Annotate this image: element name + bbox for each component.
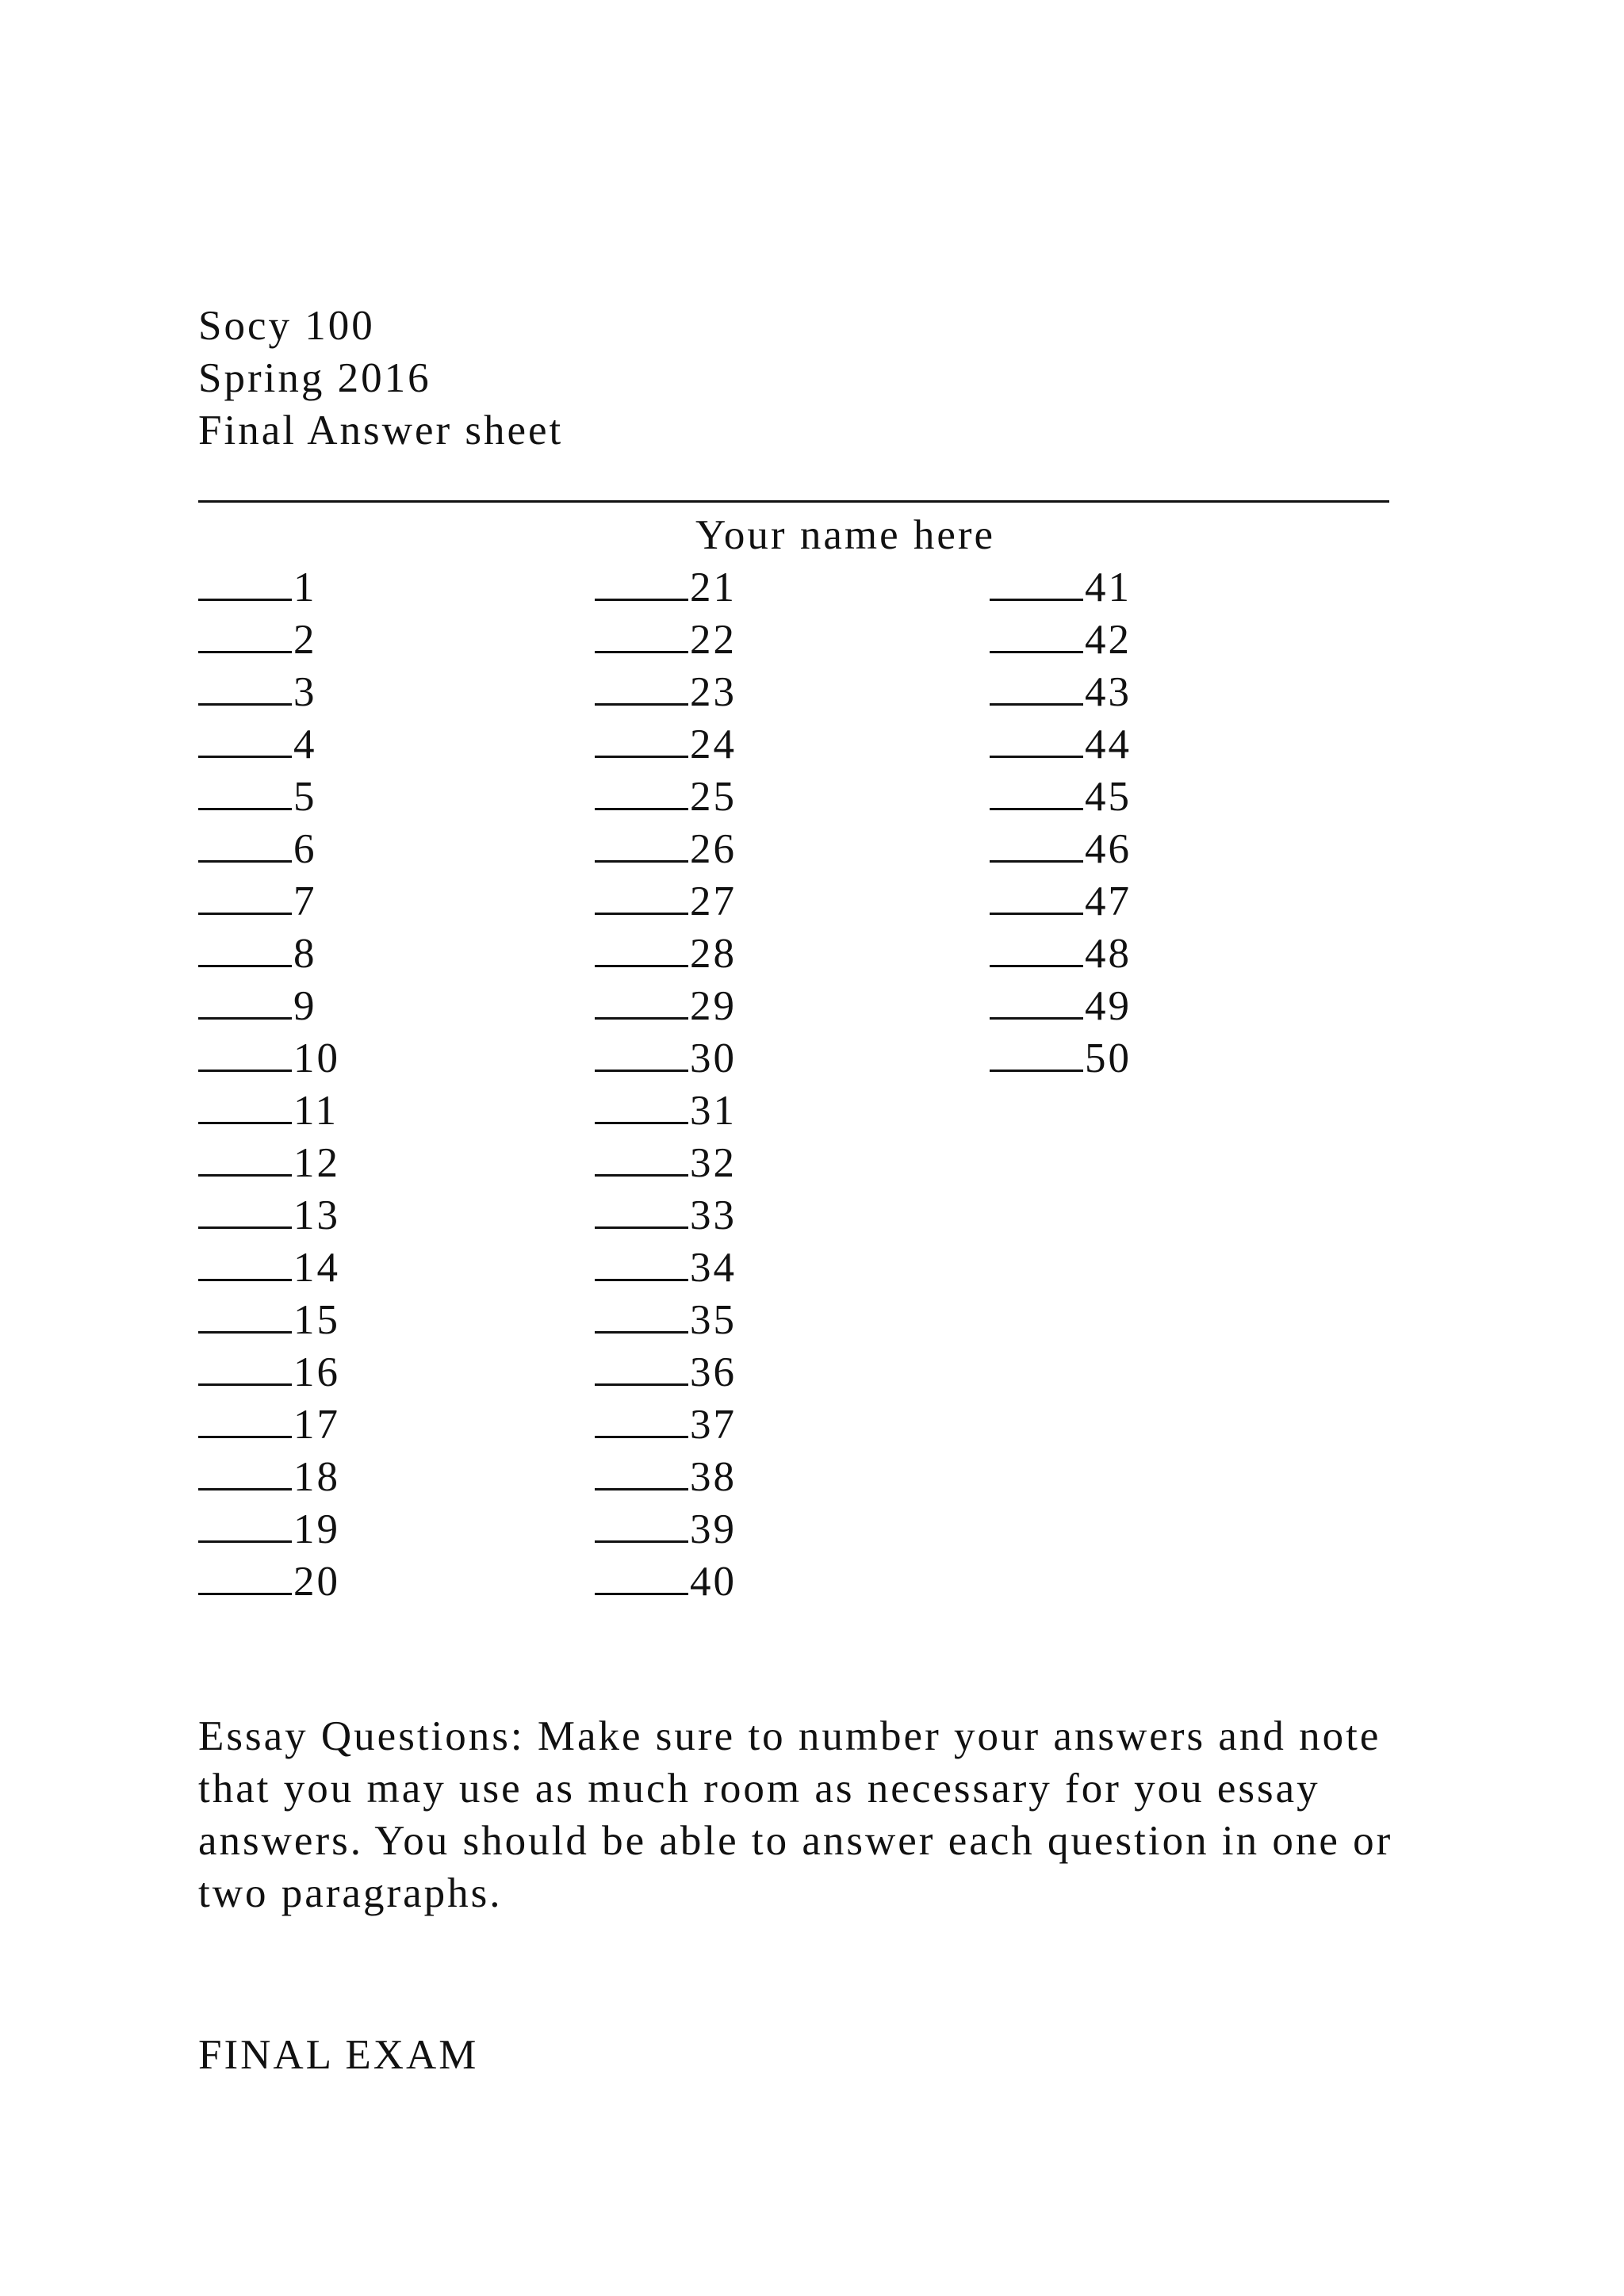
answer-row xyxy=(595,1085,928,1137)
question-number: 8 xyxy=(293,931,317,977)
answer-blank xyxy=(198,667,292,706)
sheet-title: Final Answer sheet xyxy=(198,408,564,453)
question-number: 28 xyxy=(690,931,737,977)
question-number: 7 xyxy=(293,878,317,924)
answer-row xyxy=(198,928,531,980)
answer-row xyxy=(595,823,928,875)
answer-blank xyxy=(198,981,292,1020)
question-number: 49 xyxy=(1085,983,1132,1029)
answer-blank xyxy=(198,1295,292,1334)
answer-blank xyxy=(595,824,688,863)
answer-blank xyxy=(198,1190,292,1229)
term: Spring 2016 xyxy=(198,355,431,401)
answer-row xyxy=(595,718,928,771)
answer-blank xyxy=(595,876,688,915)
answer-row xyxy=(990,980,1323,1032)
answer-blank xyxy=(595,981,688,1020)
question-number: 17 xyxy=(293,1402,340,1448)
question-number: 42 xyxy=(1085,617,1132,663)
answer-row xyxy=(595,1189,928,1242)
question-number: 24 xyxy=(690,721,737,767)
question-number: 45 xyxy=(1085,774,1132,820)
answer-blank xyxy=(595,928,688,967)
answer-blank xyxy=(990,614,1083,653)
question-number: 5 xyxy=(293,774,317,820)
answer-row xyxy=(595,1242,928,1294)
answer-blank xyxy=(595,719,688,758)
answer-blank xyxy=(595,1452,688,1490)
question-number: 25 xyxy=(690,774,737,820)
question-number: 41 xyxy=(1085,564,1132,610)
final-exam-heading: FINAL EXAM xyxy=(198,2032,479,2078)
question-number: 18 xyxy=(293,1454,340,1500)
answer-row xyxy=(198,1137,531,1189)
answer-blank xyxy=(990,1033,1083,1072)
question-number: 33 xyxy=(690,1192,737,1238)
answer-blank xyxy=(990,928,1083,967)
answer-row xyxy=(198,980,531,1032)
answer-row xyxy=(198,1556,531,1608)
answer-row xyxy=(595,1451,928,1503)
answer-blank xyxy=(595,614,688,653)
question-number: 44 xyxy=(1085,721,1132,767)
answer-blank xyxy=(990,667,1083,706)
answer-blank xyxy=(198,876,292,915)
answer-row xyxy=(595,928,928,980)
answer-blank xyxy=(595,1085,688,1124)
answer-row xyxy=(198,1242,531,1294)
answer-row xyxy=(595,561,928,614)
answer-row xyxy=(595,1556,928,1608)
answer-row xyxy=(198,1294,531,1346)
answer-blank xyxy=(595,667,688,706)
question-number: 48 xyxy=(1085,931,1132,977)
answer-column-2 xyxy=(595,561,928,1608)
question-number: 22 xyxy=(690,617,737,663)
question-number: 3 xyxy=(293,669,317,715)
question-number: 30 xyxy=(690,1035,737,1081)
answer-blank xyxy=(198,1347,292,1386)
answer-row xyxy=(198,614,531,666)
question-number: 14 xyxy=(293,1245,340,1291)
question-number: 36 xyxy=(690,1349,737,1395)
answer-column-3 xyxy=(990,561,1323,1085)
name-blank-line xyxy=(198,500,1389,503)
answer-row xyxy=(198,771,531,823)
answer-blank xyxy=(198,1085,292,1124)
answer-blank xyxy=(595,1242,688,1281)
question-number: 21 xyxy=(690,564,737,610)
answer-row xyxy=(198,666,531,718)
question-number: 50 xyxy=(1085,1035,1132,1081)
answer-row xyxy=(595,771,928,823)
answer-blank xyxy=(595,1347,688,1386)
answer-blank xyxy=(595,1033,688,1072)
answer-row xyxy=(198,1451,531,1503)
answer-row xyxy=(595,666,928,718)
answer-blank xyxy=(595,1295,688,1334)
question-number: 29 xyxy=(690,983,737,1029)
question-number: 15 xyxy=(293,1297,340,1343)
answer-blank xyxy=(595,1399,688,1438)
answer-blank xyxy=(595,1504,688,1543)
question-number: 31 xyxy=(690,1088,737,1134)
answer-blank xyxy=(198,824,292,863)
question-number: 27 xyxy=(690,878,737,924)
question-number: 46 xyxy=(1085,826,1132,872)
question-number: 35 xyxy=(690,1297,737,1343)
answer-blank xyxy=(198,1504,292,1543)
answer-row xyxy=(595,614,928,666)
answer-blank xyxy=(198,562,292,601)
essay-instructions: Essay Questions: Make sure to number your answers and note that you may use as much room as necessary for you essay answers. You should be able to answer each question in one or two paragraphs. xyxy=(198,1713,1393,1916)
answer-blank xyxy=(990,981,1083,1020)
answer-row xyxy=(990,614,1323,666)
answer-blank xyxy=(198,1399,292,1438)
answer-row xyxy=(198,823,531,875)
question-number: 6 xyxy=(293,826,317,872)
question-number: 2 xyxy=(293,617,317,663)
answer-blank xyxy=(198,614,292,653)
answer-row xyxy=(198,1399,531,1451)
question-number: 10 xyxy=(293,1035,340,1081)
question-number: 37 xyxy=(690,1402,737,1448)
answer-row xyxy=(595,1294,928,1346)
answer-blank xyxy=(595,771,688,810)
answer-blank xyxy=(990,771,1083,810)
answer-row xyxy=(990,666,1323,718)
question-number: 26 xyxy=(690,826,737,872)
answer-row xyxy=(990,561,1323,614)
answer-row xyxy=(990,771,1323,823)
answer-row xyxy=(198,718,531,771)
question-number: 11 xyxy=(293,1088,339,1134)
answer-column-1 xyxy=(198,561,531,1608)
name-label: Your name here xyxy=(695,512,996,558)
answer-blank xyxy=(198,771,292,810)
question-number: 4 xyxy=(293,721,317,767)
answer-blank xyxy=(198,719,292,758)
answer-blank xyxy=(990,876,1083,915)
answer-row xyxy=(990,1032,1323,1085)
question-number: 38 xyxy=(690,1454,737,1500)
answer-blank xyxy=(990,824,1083,863)
answer-row xyxy=(595,980,928,1032)
answer-row xyxy=(198,561,531,614)
answer-row xyxy=(595,1503,928,1556)
question-number: 39 xyxy=(690,1506,737,1552)
question-number: 20 xyxy=(293,1559,340,1605)
question-number: 19 xyxy=(293,1506,340,1552)
answer-row xyxy=(595,1032,928,1085)
answer-row xyxy=(595,1137,928,1189)
answer-row xyxy=(198,1189,531,1242)
answer-blank xyxy=(198,1138,292,1177)
answer-row xyxy=(990,875,1323,928)
answer-blank xyxy=(198,928,292,967)
answer-blank xyxy=(595,562,688,601)
course-name: Socy 100 xyxy=(198,303,375,349)
answer-blank xyxy=(990,562,1083,601)
question-number: 34 xyxy=(690,1245,737,1291)
question-number: 16 xyxy=(293,1349,340,1395)
answer-row xyxy=(198,875,531,928)
answer-row xyxy=(198,1346,531,1399)
answer-row xyxy=(990,823,1323,875)
answer-row xyxy=(595,1346,928,1399)
question-number: 23 xyxy=(690,669,737,715)
question-number: 47 xyxy=(1085,878,1132,924)
answer-blank xyxy=(595,1190,688,1229)
question-number: 1 xyxy=(293,564,317,610)
answer-row xyxy=(198,1085,531,1137)
answer-blank xyxy=(990,719,1083,758)
answer-row xyxy=(990,718,1323,771)
answer-row xyxy=(198,1032,531,1085)
answer-row xyxy=(595,875,928,928)
question-number: 9 xyxy=(293,983,317,1029)
answer-row xyxy=(198,1503,531,1556)
answer-blank xyxy=(198,1033,292,1072)
answer-blank xyxy=(198,1556,292,1595)
answer-blank xyxy=(198,1452,292,1490)
question-number: 12 xyxy=(293,1140,340,1186)
answer-row xyxy=(990,928,1323,980)
answer-blank xyxy=(595,1556,688,1595)
question-number: 32 xyxy=(690,1140,737,1186)
answer-blank xyxy=(595,1138,688,1177)
question-number: 13 xyxy=(293,1192,340,1238)
answer-blank xyxy=(198,1242,292,1281)
question-number: 40 xyxy=(690,1559,737,1605)
answer-row xyxy=(595,1399,928,1451)
question-number: 43 xyxy=(1085,669,1132,715)
